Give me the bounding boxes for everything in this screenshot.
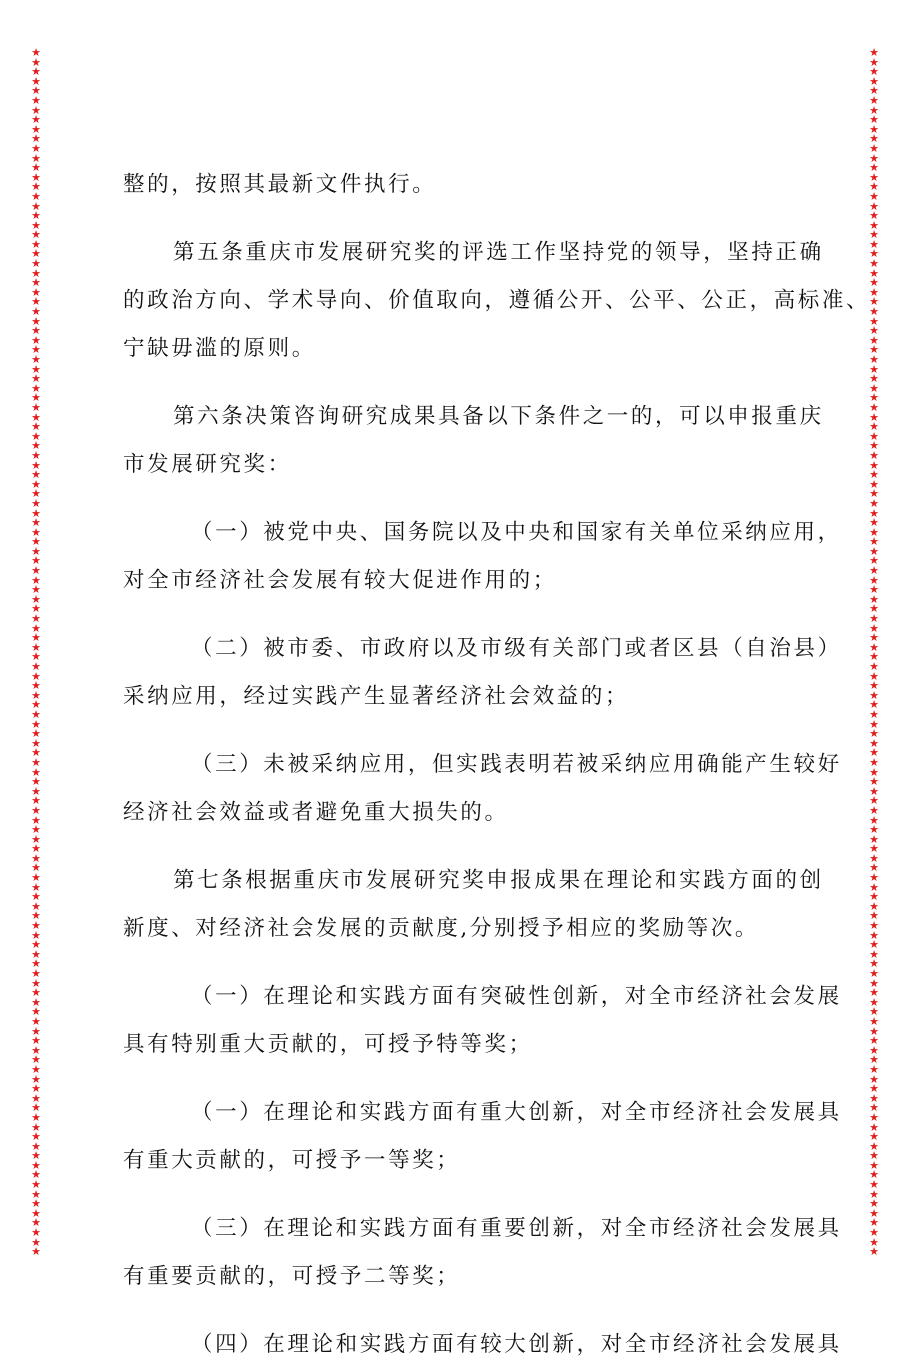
list-item xyxy=(123,1321,842,1369)
text-line: （二）被市委、市政府以及市级有关部门或者区县（自治县） xyxy=(191,636,842,661)
document-body xyxy=(123,161,871,1369)
text-line: （三）未被采纳应用，但实践表明若被采纳应用确能产生较好 xyxy=(191,752,842,777)
text-line: 的政治方向、学术导向、价值取向，遵循公开、公平、公正，高标准、 xyxy=(123,288,871,313)
list-item xyxy=(123,625,842,721)
text-line: 新度、对经济社会发展的贡献度,分别授予相应的奖励等次。 xyxy=(123,916,760,941)
text-line: 有重要贡献的，可授予二等奖； xyxy=(123,1264,461,1289)
text-line: （三）在理论和实践方面有重要创新，对全市经济社会发展具 xyxy=(191,1216,842,1241)
paragraph xyxy=(123,393,824,489)
text-line: 宁缺毋滥的原则。 xyxy=(123,336,316,361)
list-item xyxy=(123,741,842,837)
text-line: （四）在理论和实践方面有较大创新，对全市经济社会发展具 xyxy=(191,1332,842,1357)
text-line: 采纳应用，经过实践产生显著经济社会效益的； xyxy=(123,684,630,709)
text-line: 第七条根据重庆市发展研究奖申报成果在理论和实践方面的创 xyxy=(173,868,824,893)
paragraph xyxy=(123,229,871,373)
text-line: 第六条决策咨询研究成果具备以下条件之一的，可以申报重庆 xyxy=(173,404,824,429)
list-item xyxy=(123,509,842,605)
list-item xyxy=(123,1205,842,1301)
list-item xyxy=(123,1089,842,1185)
text-line: 整的，按照其最新文件执行。 xyxy=(123,172,437,197)
text-line: 第五条重庆市发展研究奖的评选工作坚持党的领导，坚持正确 xyxy=(173,240,824,265)
text-line: （一）在理论和实践方面有重大创新，对全市经济社会发展具 xyxy=(191,1100,842,1125)
paragraph xyxy=(123,857,824,953)
text-line: （一）被党中央、国务院以及中央和国家有关单位采纳应用， xyxy=(191,520,842,545)
text-line: 具有特别重大贡献的，可授予特等奖； xyxy=(123,1032,533,1057)
paragraph xyxy=(123,161,813,209)
left-star-border: ★★★★★★★★★★★★★★★★★★★★★★★★★★★★★★★★★★★★★★★★★★★★★★★★★★★★★★★★★★★★★★★★★★★★★★★★★★★★★★★★★★★★★★★★★★★★★★★★★★★★★★★★★★★★★★★★★★★★★★★★★★★★★★ xyxy=(31,46,41,1259)
text-line: 有重大贡献的，可授予一等奖； xyxy=(123,1148,461,1173)
right-star-border: ★★★★★★★★★★★★★★★★★★★★★★★★★★★★★★★★★★★★★★★★★★★★★★★★★★★★★★★★★★★★★★★★★★★★★★★★★★★★★★★★★★★★★★★★★★★★★★★★★★★★★★★★★★★★★★★★★★★★★★★★★★★★★★ xyxy=(869,46,879,1259)
text-line: 市发展研究奖： xyxy=(123,452,292,477)
list-item xyxy=(123,973,842,1069)
text-line: 经济社会效益或者避免重大损失的。 xyxy=(123,800,509,825)
text-line: 对全市经济社会发展有较大促进作用的； xyxy=(123,568,557,593)
text-line: （一）在理论和实践方面有突破性创新，对全市经济社会发展 xyxy=(191,984,842,1009)
